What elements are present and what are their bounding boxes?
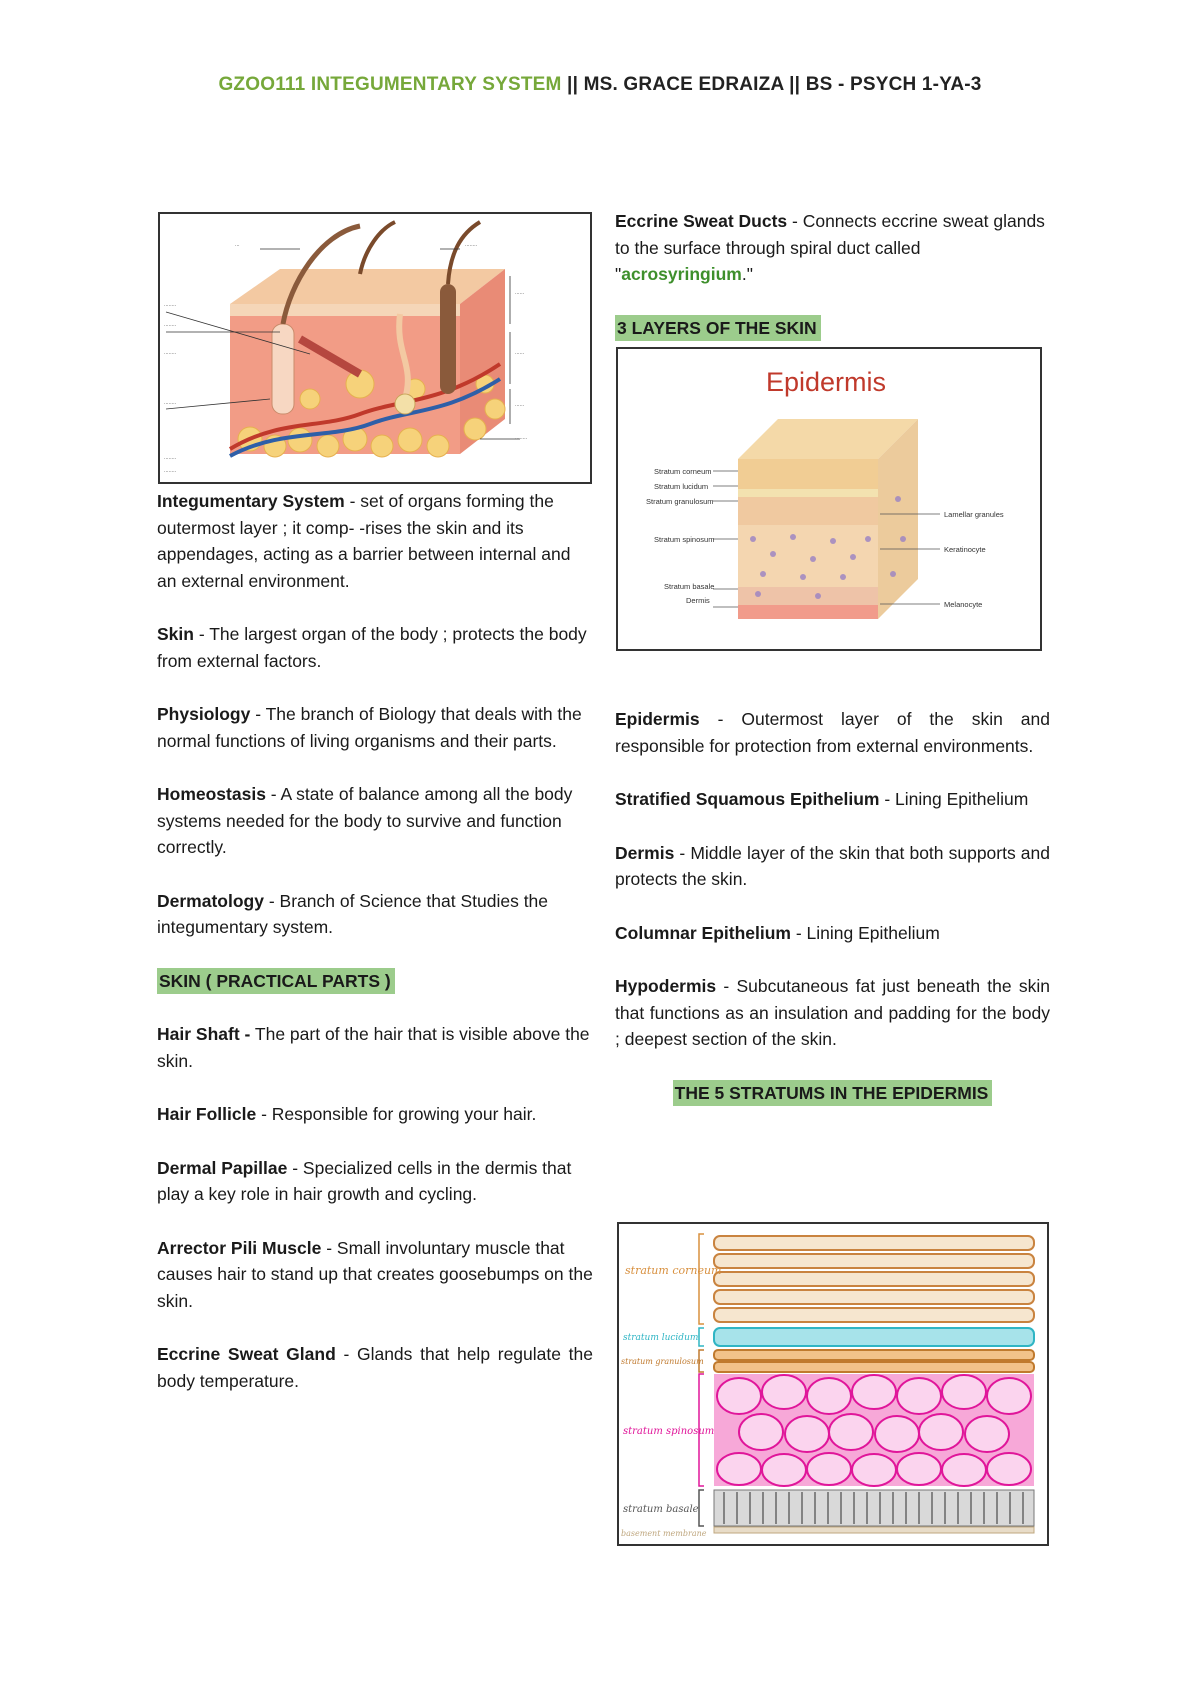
definition: - Connects eccrine sweat glands to the surface through spiral duct called " (615, 211, 1045, 284)
svg-text:......: ...... (515, 290, 525, 296)
definition: - Lining Epithelium (790, 922, 940, 943)
definition: - Small involuntary muscle that causes hair to stand up that creates goosebumps on the skin. (157, 1237, 593, 1311)
skin-anatomy-figure (158, 212, 592, 484)
stratums-figure (617, 1222, 1049, 1546)
svg-text:........: ........ (515, 435, 528, 441)
svg-text:......: ...... (515, 350, 525, 356)
label-stratum-basale: Stratum basale (664, 582, 715, 591)
definition-end: ." (741, 264, 753, 284)
definition-hair-shaft (157, 1021, 593, 1074)
term: Stratified Squamous Epithelium (615, 789, 880, 809)
label-melanocyte: Melanocyte (944, 600, 983, 609)
definition: - Glands that help regulate the body temperature. (157, 1344, 593, 1391)
definition-columnar-epithelium (615, 920, 1050, 947)
term: Arrector Pili Muscle (157, 1237, 322, 1258)
section-heading-skin-parts: SKIN ( PRACTICAL PARTS ) (157, 968, 395, 995)
svg-text:........: ........ (164, 400, 177, 406)
definition-hypodermis (615, 973, 1050, 1053)
definition: - Branch of Science that Studies the integumentary system. (157, 890, 549, 937)
term: Hypodermis (615, 976, 717, 996)
term: Hair Shaft - (157, 1024, 251, 1044)
label-stratum-spinosum: stratum spinosum (623, 1426, 715, 1437)
definition-homeostasis (157, 781, 593, 861)
label-stratum-granulosum: stratum granulosum (621, 1357, 704, 1366)
term: Skin (157, 624, 194, 644)
definition-epidermis (615, 706, 1050, 759)
skin-cross-section-illustration (160, 214, 590, 482)
right-column-top (615, 208, 1050, 368)
definition: - A state of balance among all the body systems needed for the body to survive and function correctly. (157, 784, 573, 857)
definition-stratified-squamous (615, 786, 1050, 813)
term: Dermis (615, 842, 675, 863)
epidermis-figure (616, 347, 1042, 651)
label-stratum-spinosum: Stratum spinosum (654, 535, 715, 544)
svg-text:........: ........ (164, 455, 177, 461)
definition: - Responsible for growing your hair. (256, 1104, 537, 1124)
definition-dermatology (157, 888, 593, 941)
header-separator: || (567, 74, 579, 95)
definition: - Middle layer of the skin that both supports and protects the skin. (615, 842, 1050, 889)
header-title: INTEGUMENTARY SYSTEM (310, 74, 562, 95)
definition-arrector-pili (157, 1235, 593, 1315)
definition-hair-follicle (157, 1101, 593, 1128)
course-code: GZOO111 (218, 74, 306, 95)
term: Eccrine Sweat Ducts (615, 211, 788, 231)
definition-eccrine-sweat-gland (157, 1341, 593, 1394)
right-column-middle (615, 706, 1050, 1133)
term: Physiology (157, 704, 251, 724)
term: Epidermis (615, 709, 700, 729)
class-section: BS - PSYCH 1-YA-3 (805, 74, 982, 95)
term: Integumentary System (157, 491, 345, 511)
term: Homeostasis (157, 784, 266, 804)
definition-integumentary-system (157, 488, 593, 594)
label-stratum-corneum: Stratum corneum (654, 467, 712, 476)
term: Eccrine Sweat Gland (157, 1344, 336, 1364)
svg-text:........: ........ (164, 350, 177, 356)
label-lamellar-granules: Lamellar granules (944, 510, 1004, 519)
term: Columnar Epithelium (615, 922, 791, 943)
definition: - Outermost layer of the skin and responsible for protection from external environments. (615, 709, 1050, 756)
definition-dermis (615, 840, 1050, 893)
label-stratum-lucidum: Stratum lucidum (654, 482, 709, 491)
left-column (157, 488, 593, 1421)
label-stratum-lucidum: stratum lucidum (623, 1333, 699, 1343)
definition: The part of the hair that is visible above the skin. (157, 1024, 590, 1071)
definition-skin (157, 621, 593, 674)
label-stratum-corneum: stratum corneum (625, 1264, 722, 1277)
definition: - set of organs forming the outermost layer ; it comp- -rises the skin and its appendages, acting as a barrier between internal and an external environment. (157, 491, 571, 591)
definition: - Subcutaneous fat just beneath the skin that functions as an insulation and padding for the body ; deepest section of the skin. (615, 976, 1050, 1049)
header-separator: || (789, 74, 801, 95)
instructor-name: MS. GRACE EDRAIZA (583, 74, 784, 95)
section-heading-five-stratums: THE 5 STRATUMS IN THE EPIDERMIS (673, 1080, 993, 1107)
definition: - The largest organ of the body ; protects the body from external factors. (157, 624, 587, 671)
label-keratinocyte: Keratinocyte (944, 545, 986, 554)
svg-text:........: ........ (164, 302, 177, 308)
svg-text:......: ...... (515, 402, 525, 408)
stratums-illustration (619, 1224, 1047, 1544)
label-stratum-granulosum: Stratum granulosum (646, 497, 714, 506)
page-header (0, 74, 1200, 96)
label-basement-membrane: basement membrane (621, 1529, 707, 1538)
epidermis-illustration (618, 349, 1040, 649)
svg-text:...: ... (235, 242, 240, 248)
term: Hair Follicle (157, 1104, 257, 1124)
section-heading-three-layers: 3 LAYERS OF THE SKIN (615, 315, 821, 342)
definition: - Lining Epithelium (879, 789, 1029, 809)
label-dermis: Dermis (686, 596, 710, 605)
definition: - The branch of Biology that deals with the normal functions of living organisms and their parts. (157, 704, 582, 751)
epidermis-figure-title: Epidermis (766, 367, 887, 397)
definition-physiology (157, 701, 593, 754)
definition: - Specialized cells in the dermis that play a key role in hair growth and cycling. (157, 1157, 572, 1204)
svg-text:........: ........ (465, 242, 478, 248)
definition-dermal-papillae (157, 1155, 593, 1208)
svg-text:........: ........ (164, 322, 177, 328)
label-stratum-basale: stratum basale (623, 1504, 699, 1515)
definition-eccrine-sweat-ducts (615, 208, 1050, 288)
term: Dermatology (157, 890, 264, 911)
term: Dermal Papillae (157, 1157, 288, 1178)
acrosyringium-term: acrosyringium (621, 264, 742, 284)
svg-text:........: ........ (164, 468, 177, 474)
